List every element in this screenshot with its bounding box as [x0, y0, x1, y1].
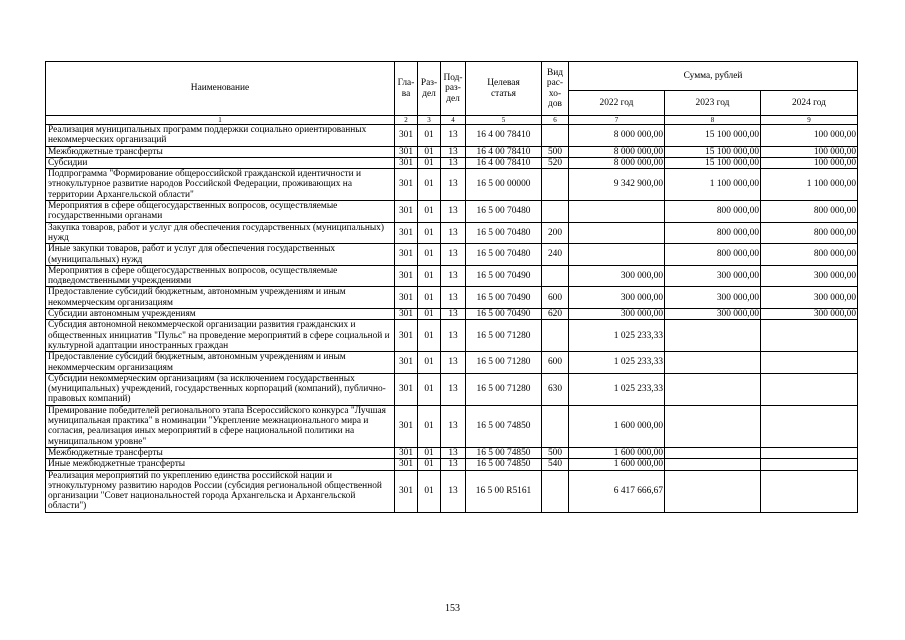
row-celevaya: 16 4 00 78410 [466, 125, 542, 147]
row-sum-2022: 300 000,00 [569, 309, 665, 320]
row-celevaya: 16 4 00 78410 [466, 146, 542, 157]
row-name: Субсидии [46, 157, 395, 168]
row-vid: 500 [542, 447, 569, 458]
row-glava: 301 [395, 201, 418, 223]
column-index: 3 [418, 116, 441, 125]
row-razdel: 01 [418, 201, 441, 223]
row-celevaya: 16 5 00 74850 [466, 405, 542, 447]
row-podrazdel: 13 [441, 373, 466, 405]
row-sum-2022: 1 600 000,00 [569, 405, 665, 447]
row-razdel: 01 [418, 405, 441, 447]
row-razdel: 01 [418, 373, 441, 405]
table-row [46, 373, 858, 405]
row-sum-2024: 800 000,00 [761, 222, 858, 244]
row-glava: 301 [395, 146, 418, 157]
row-sum-2023: 800 000,00 [665, 201, 761, 223]
row-glava: 301 [395, 470, 418, 512]
header-podrazdel: Под- раз- дел [441, 62, 466, 116]
row-podrazdel: 13 [441, 146, 466, 157]
row-sum-2022 [569, 244, 665, 266]
row-celevaya: 16 5 00 70490 [466, 287, 542, 309]
row-glava: 301 [395, 320, 418, 352]
row-sum-2024: 300 000,00 [761, 309, 858, 320]
row-sum-2024 [761, 352, 858, 374]
budget-table [45, 61, 858, 513]
row-sum-2022: 1 600 000,00 [569, 447, 665, 458]
row-razdel: 01 [418, 309, 441, 320]
row-celevaya: 16 5 00 70480 [466, 244, 542, 266]
row-sum-2023: 300 000,00 [665, 287, 761, 309]
row-glava: 301 [395, 125, 418, 147]
document-page [45, 61, 857, 513]
row-sum-2022: 300 000,00 [569, 287, 665, 309]
row-sum-2022 [569, 222, 665, 244]
row-sum-2023: 15 100 000,00 [665, 146, 761, 157]
header-glava: Гла- ва [395, 62, 418, 116]
column-index: 8 [665, 116, 761, 125]
row-razdel: 01 [418, 459, 441, 470]
row-sum-2023: 800 000,00 [665, 244, 761, 266]
row-podrazdel: 13 [441, 320, 466, 352]
row-sum-2023: 1 100 000,00 [665, 169, 761, 201]
row-sum-2024 [761, 470, 858, 512]
row-sum-2022: 8 000 000,00 [569, 157, 665, 168]
header-vid: Вид рас- хо- дов [542, 62, 569, 116]
table-row [46, 309, 858, 320]
row-celevaya: 16 5 00 71280 [466, 320, 542, 352]
table-row [46, 125, 858, 147]
row-name: Предоставление субсидий бюджетным, автономным учреждениям и иным некоммерческим организациям [46, 287, 395, 309]
table-row [46, 265, 858, 287]
row-glava: 301 [395, 352, 418, 374]
row-sum-2023: 15 100 000,00 [665, 125, 761, 147]
row-name: Субсидия автономной некоммерческой организации развития гражданских и общественных инициатив "Пульс" на проведение мероприятий в сфере социальной и культурной адаптации иностранных граждан [46, 320, 395, 352]
row-sum-2023 [665, 352, 761, 374]
row-sum-2023: 15 100 000,00 [665, 157, 761, 168]
row-sum-2024: 100 000,00 [761, 146, 858, 157]
column-index-row [46, 116, 858, 125]
column-index: 2 [395, 116, 418, 125]
row-sum-2024 [761, 405, 858, 447]
table-row [46, 201, 858, 223]
row-podrazdel: 13 [441, 169, 466, 201]
row-vid [542, 320, 569, 352]
row-name: Субсидии автономным учреждениям [46, 309, 395, 320]
row-name: Межбюджетные трансферты [46, 146, 395, 157]
header-year-2024: 2024 год [761, 91, 858, 116]
row-razdel: 01 [418, 352, 441, 374]
row-podrazdel: 13 [441, 459, 466, 470]
row-sum-2022: 1 025 233,33 [569, 373, 665, 405]
row-razdel: 01 [418, 320, 441, 352]
column-index: 6 [542, 116, 569, 125]
row-name: Премирование победителей регионального этапа Всероссийского конкурса "Лучшая муниципальная практика" в номинации "Укрепление межнационального мира и согласия, реализация иных мероприятий в сфере национальной политики на муниципальном уровне" [46, 405, 395, 447]
row-celevaya: 16 5 00 70480 [466, 201, 542, 223]
row-podrazdel: 13 [441, 352, 466, 374]
column-index: 4 [441, 116, 466, 125]
row-podrazdel: 13 [441, 405, 466, 447]
row-sum-2023: 300 000,00 [665, 265, 761, 287]
row-podrazdel: 13 [441, 265, 466, 287]
row-name: Предоставление субсидий бюджетным, автономным учреждениям и иным некоммерческим организациям [46, 352, 395, 374]
table-row [46, 320, 858, 352]
table-row [46, 352, 858, 374]
row-podrazdel: 13 [441, 222, 466, 244]
row-podrazdel: 13 [441, 287, 466, 309]
column-index: 1 [46, 116, 395, 125]
row-sum-2022: 8 000 000,00 [569, 146, 665, 157]
row-celevaya: 16 5 00 R5161 [466, 470, 542, 512]
row-celevaya: 16 5 00 74850 [466, 459, 542, 470]
row-sum-2022: 300 000,00 [569, 265, 665, 287]
row-sum-2023 [665, 470, 761, 512]
row-glava: 301 [395, 169, 418, 201]
row-razdel: 01 [418, 287, 441, 309]
row-razdel: 01 [418, 265, 441, 287]
table-row [46, 222, 858, 244]
row-vid: 600 [542, 287, 569, 309]
table-header [46, 62, 858, 125]
row-podrazdel: 13 [441, 447, 466, 458]
row-sum-2024 [761, 447, 858, 458]
row-sum-2022: 8 000 000,00 [569, 125, 665, 147]
table-row [46, 169, 858, 201]
table-row [46, 157, 858, 168]
row-glava: 301 [395, 265, 418, 287]
table-row [46, 287, 858, 309]
row-sum-2024: 1 100 000,00 [761, 169, 858, 201]
row-glava: 301 [395, 287, 418, 309]
row-sum-2024 [761, 373, 858, 405]
row-vid: 600 [542, 352, 569, 374]
row-sum-2023: 300 000,00 [665, 309, 761, 320]
row-vid [542, 405, 569, 447]
row-sum-2023 [665, 405, 761, 447]
row-sum-2024 [761, 320, 858, 352]
column-index: 5 [466, 116, 542, 125]
row-name: Иные межбюджетные трансферты [46, 459, 395, 470]
row-name: Мероприятия в сфере общегосударственных вопросов, осуществляемые подведомственными учреждениями [46, 265, 395, 287]
row-celevaya: 16 5 00 70490 [466, 309, 542, 320]
row-razdel: 01 [418, 169, 441, 201]
row-podrazdel: 13 [441, 470, 466, 512]
row-vid [542, 201, 569, 223]
row-sum-2023 [665, 320, 761, 352]
row-vid: 200 [542, 222, 569, 244]
row-vid [542, 125, 569, 147]
row-sum-2024 [761, 459, 858, 470]
row-podrazdel: 13 [441, 125, 466, 147]
row-razdel: 01 [418, 244, 441, 266]
row-sum-2022: 1 025 233,33 [569, 320, 665, 352]
row-razdel: 01 [418, 125, 441, 147]
column-index: 7 [569, 116, 665, 125]
row-name: Межбюджетные трансферты [46, 447, 395, 458]
row-glava: 301 [395, 373, 418, 405]
row-sum-2024: 100 000,00 [761, 125, 858, 147]
header-summa: Сумма, рублей [569, 62, 858, 91]
header-year-2023: 2023 год [665, 91, 761, 116]
row-celevaya: 16 5 00 71280 [466, 373, 542, 405]
row-sum-2022: 1 025 233,33 [569, 352, 665, 374]
row-name: Субсидии некоммерческим организациям (за исключением государственных (муниципальных) учреждений, государственных корпораций (компаний), публично-правовых компаний) [46, 373, 395, 405]
row-sum-2022 [569, 201, 665, 223]
row-razdel: 01 [418, 447, 441, 458]
row-glava: 301 [395, 309, 418, 320]
row-celevaya: 16 4 00 78410 [466, 157, 542, 168]
row-celevaya: 16 5 00 00000 [466, 169, 542, 201]
row-sum-2024: 300 000,00 [761, 287, 858, 309]
row-celevaya: 16 5 00 71280 [466, 352, 542, 374]
row-sum-2024: 800 000,00 [761, 201, 858, 223]
header-razdel: Раз- дел [418, 62, 441, 116]
row-glava: 301 [395, 447, 418, 458]
row-glava: 301 [395, 459, 418, 470]
row-podrazdel: 13 [441, 244, 466, 266]
row-glava: 301 [395, 244, 418, 266]
row-name: Закупка товаров, работ и услуг для обеспечения государственных (муниципальных) нужд [46, 222, 395, 244]
row-sum-2022: 6 417 666,67 [569, 470, 665, 512]
row-sum-2023: 800 000,00 [665, 222, 761, 244]
row-podrazdel: 13 [441, 157, 466, 168]
row-celevaya: 16 5 00 70490 [466, 265, 542, 287]
row-vid: 520 [542, 157, 569, 168]
row-glava: 301 [395, 222, 418, 244]
row-name: Иные закупки товаров, работ и услуг для обеспечения государственных (муниципальных) нужд [46, 244, 395, 266]
row-glava: 301 [395, 157, 418, 168]
table-row [46, 459, 858, 470]
row-podrazdel: 13 [441, 309, 466, 320]
table-row [46, 146, 858, 157]
table-row [46, 244, 858, 266]
row-vid: 630 [542, 373, 569, 405]
row-razdel: 01 [418, 470, 441, 512]
row-celevaya: 16 5 00 74850 [466, 447, 542, 458]
row-glava: 301 [395, 405, 418, 447]
row-sum-2022: 1 600 000,00 [569, 459, 665, 470]
row-vid: 620 [542, 309, 569, 320]
row-name: Реализация муниципальных программ поддержки социально ориентированных некоммерческих организаций [46, 125, 395, 147]
header-celevaya: Целевая статья [466, 62, 542, 116]
row-name: Мероприятия в сфере общегосударственных вопросов, осуществляемые государственными органами [46, 201, 395, 223]
header-year-2022: 2022 год [569, 91, 665, 116]
row-name: Реализация мероприятий по укреплению единства российской нации и этнокультурному развитию народов России (субсидия региональной общественной организации "Совет национальностей города Архангельска и Архангельской области") [46, 470, 395, 512]
row-sum-2024: 300 000,00 [761, 265, 858, 287]
page-number: 153 [445, 603, 460, 614]
row-vid [542, 169, 569, 201]
row-podrazdel: 13 [441, 201, 466, 223]
row-sum-2023 [665, 373, 761, 405]
row-razdel: 01 [418, 146, 441, 157]
column-index: 9 [761, 116, 858, 125]
row-celevaya: 16 5 00 70480 [466, 222, 542, 244]
row-sum-2024: 100 000,00 [761, 157, 858, 168]
table-row [46, 447, 858, 458]
row-sum-2023 [665, 447, 761, 458]
row-sum-2023 [665, 459, 761, 470]
table-row [46, 470, 858, 512]
row-vid: 500 [542, 146, 569, 157]
header-name: Наименование [46, 62, 395, 116]
row-vid: 540 [542, 459, 569, 470]
row-razdel: 01 [418, 222, 441, 244]
row-name: Подпрограмма "Формирование общероссийской гражданской идентичности и этнокультурное развитие народов Российской Федерации, проживающих на территории Архангельской области" [46, 169, 395, 201]
row-vid [542, 265, 569, 287]
table-row [46, 405, 858, 447]
row-razdel: 01 [418, 157, 441, 168]
table-body [46, 125, 858, 513]
row-vid [542, 470, 569, 512]
row-sum-2022: 9 342 900,00 [569, 169, 665, 201]
row-vid: 240 [542, 244, 569, 266]
row-sum-2024: 800 000,00 [761, 244, 858, 266]
